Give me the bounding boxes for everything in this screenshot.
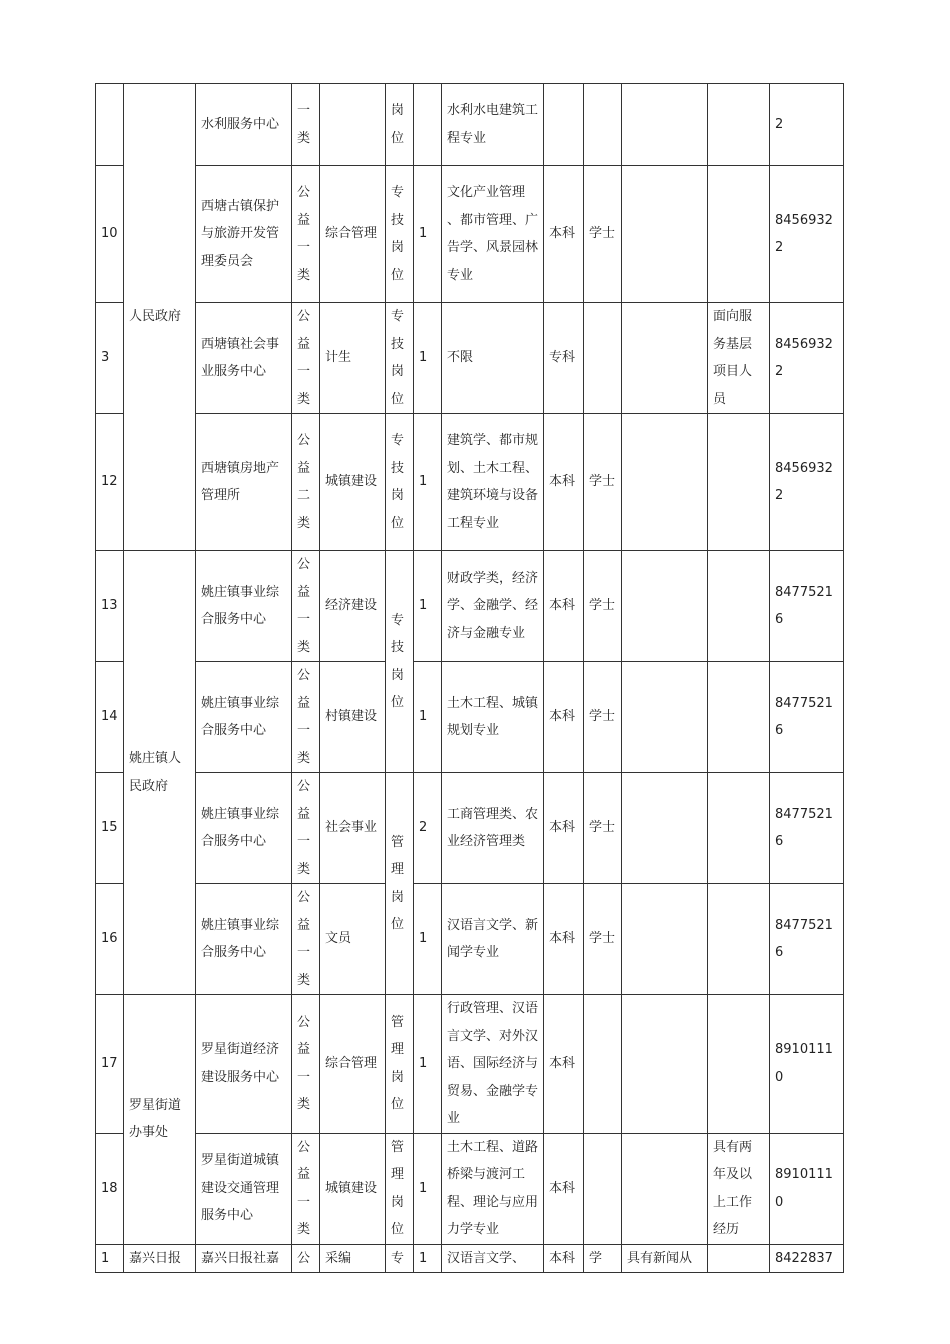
cell-cat: 管理岗位: [386, 1133, 414, 1244]
cell-no: 16: [96, 884, 124, 995]
cell-tel: 8422837: [770, 1244, 844, 1273]
cell-post: 经济建设: [320, 551, 386, 662]
cell-post: [320, 84, 386, 166]
cell-unit: 西塘镇房地产管理所: [196, 414, 292, 551]
cell-major: 行政管理、汉语言文学、对外汉语、国际经济与贸易、金融学专业: [442, 995, 544, 1134]
cell-unit: 罗星街道经济建设服务中心: [196, 995, 292, 1134]
cell-no: 14: [96, 662, 124, 773]
cell-deg: 学: [584, 1244, 622, 1273]
cell-tel: 84775216: [770, 662, 844, 773]
cell-note: [708, 995, 770, 1134]
cell-num: 1: [414, 884, 442, 995]
cell-type: 公: [292, 1244, 320, 1273]
cell-no: 18: [96, 1133, 124, 1244]
cell-post: 综合管理: [320, 166, 386, 303]
cell-note: [708, 1244, 770, 1273]
cell-type: 公益一类: [292, 303, 320, 414]
cell-type: 公益一类: [292, 773, 320, 884]
cell-no: 1: [96, 1244, 124, 1273]
cell-other: [622, 1133, 708, 1244]
cell-unit: 姚庄镇事业综合服务中心: [196, 662, 292, 773]
cell-post: 综合管理: [320, 995, 386, 1134]
cell-tel: 84775216: [770, 551, 844, 662]
cell-other: [622, 551, 708, 662]
cell-type: 公益一类: [292, 995, 320, 1134]
cell-edu: 本科: [544, 884, 584, 995]
cell-other: [622, 884, 708, 995]
cell-edu: 专科: [544, 303, 584, 414]
cell-type: 公益一类: [292, 662, 320, 773]
cell-no: 12: [96, 414, 124, 551]
cell-post: 计生: [320, 303, 386, 414]
cell-num: 1: [414, 1244, 442, 1273]
cell-no: 15: [96, 773, 124, 884]
cell-deg: 学士: [584, 551, 622, 662]
cell-type: 公益一类: [292, 166, 320, 303]
cell-tel: 89101110: [770, 1133, 844, 1244]
cell-dept-jiaxing: 嘉兴日报: [124, 1244, 196, 1273]
recruitment-table: [95, 83, 844, 1273]
cell-type: 公益一类: [292, 551, 320, 662]
cell-num: 1: [414, 1133, 442, 1244]
cell-other: [622, 166, 708, 303]
cell-post: 城镇建设: [320, 414, 386, 551]
cell-type: 公益二类: [292, 414, 320, 551]
cell-other: [622, 995, 708, 1134]
cell-other: [622, 414, 708, 551]
table-row: [96, 1133, 844, 1244]
cell-post: 城镇建设: [320, 1133, 386, 1244]
cell-num: 1: [414, 551, 442, 662]
cell-other: [622, 773, 708, 884]
table-row: [96, 303, 844, 414]
cell-unit: 姚庄镇事业综合服务中心: [196, 773, 292, 884]
cell-post: 社会事业: [320, 773, 386, 884]
cell-num: 1: [414, 166, 442, 303]
cell-cat-merged: 管理岗位: [386, 773, 414, 995]
cell-edu: 本科: [544, 1133, 584, 1244]
cell-note: [708, 884, 770, 995]
cell-unit: 罗星街道城镇建设交通管理服务中心: [196, 1133, 292, 1244]
cell-deg: 学士: [584, 662, 622, 773]
cell-tel: 89101110: [770, 995, 844, 1134]
cell-cat: 专技岗位: [386, 166, 414, 303]
cell-num: 1: [414, 414, 442, 551]
cell-edu: 本科: [544, 414, 584, 551]
cell-no: 13: [96, 551, 124, 662]
cell-post: 采编: [320, 1244, 386, 1273]
table-row: [96, 884, 844, 995]
cell-note: 面向服务基层项目人员: [708, 303, 770, 414]
cell-unit: 西塘镇社会事业服务中心: [196, 303, 292, 414]
cell-cat-merged: 专技岗位: [386, 551, 414, 773]
cell-note: [708, 551, 770, 662]
cell-deg: 学士: [584, 884, 622, 995]
cell-note: 具有两年及以上工作经历: [708, 1133, 770, 1244]
cell-major: 汉语言文学、: [442, 1244, 544, 1273]
cell-deg: [584, 84, 622, 166]
cell-other: [622, 303, 708, 414]
cell-edu: 本科: [544, 995, 584, 1134]
cell-type: 公益一类: [292, 884, 320, 995]
cell-major: 建筑学、都市规划、土木工程、建筑环境与设备工程专业: [442, 414, 544, 551]
cell-unit: 姚庄镇事业综合服务中心: [196, 884, 292, 995]
cell-note: [708, 773, 770, 884]
cell-note: [708, 662, 770, 773]
cell-unit: 西塘古镇保护与旅游开发管理委员会: [196, 166, 292, 303]
cell-note: [708, 414, 770, 551]
cell-num: 1: [414, 303, 442, 414]
cell-num: 1: [414, 995, 442, 1134]
cell-no: 17: [96, 995, 124, 1134]
cell-major: 文化产业管理 、都市管理、广告学、风景园林专业: [442, 166, 544, 303]
cell-num: 2: [414, 773, 442, 884]
cell-major: 不限: [442, 303, 544, 414]
cell-other: [622, 84, 708, 166]
cell-edu: [544, 84, 584, 166]
cell-major: 工商管理类、农业经济管理类: [442, 773, 544, 884]
cell-dept-xitang: 人民政府: [124, 84, 196, 551]
cell-dept-luoxing: 罗星街道办事处: [124, 995, 196, 1245]
cell-unit: 水利服务中心: [196, 84, 292, 166]
cell-major: 土木工程、道路桥梁与渡河工程、理论与应用力学专业: [442, 1133, 544, 1244]
cell-type: 一类: [292, 84, 320, 166]
cell-tel: 84775216: [770, 773, 844, 884]
cell-type: 公益一类: [292, 1133, 320, 1244]
table-row: [96, 995, 844, 1134]
table-row: [96, 1244, 844, 1273]
table-row: [96, 84, 844, 166]
cell-deg: [584, 303, 622, 414]
cell-tel: 84569322: [770, 166, 844, 303]
cell-tel: 84569322: [770, 414, 844, 551]
cell-deg: 学士: [584, 414, 622, 551]
cell-major: 财政学类，经济学、金融学、经济与金融专业: [442, 551, 544, 662]
cell-deg: [584, 995, 622, 1134]
cell-tel: 2: [770, 84, 844, 166]
cell-other: [622, 662, 708, 773]
table-row: [96, 773, 844, 884]
cell-cat: 管理岗位: [386, 995, 414, 1134]
cell-edu: 本科: [544, 662, 584, 773]
cell-note: [708, 166, 770, 303]
cell-num: 1: [414, 662, 442, 773]
table-row: [96, 166, 844, 303]
cell-deg: 学士: [584, 166, 622, 303]
cell-edu: 本科: [544, 773, 584, 884]
table-row: [96, 551, 844, 662]
cell-other: 具有新闻从: [622, 1244, 708, 1273]
cell-major: 汉语言文学、新闻学专业: [442, 884, 544, 995]
cell-post: 文员: [320, 884, 386, 995]
cell-edu: 本科: [544, 551, 584, 662]
cell-cat: 专: [386, 1244, 414, 1273]
cell-edu: 本科: [544, 166, 584, 303]
cell-post: 村镇建设: [320, 662, 386, 773]
cell-tel: 84775216: [770, 884, 844, 995]
cell-deg: 学士: [584, 773, 622, 884]
cell-major: 水利水电建筑工 程专业: [442, 84, 544, 166]
cell-dept-yaozhuang: 姚庄镇人民政府: [124, 551, 196, 995]
cell-cat: 专技岗位: [386, 303, 414, 414]
cell-tel: 84569322: [770, 303, 844, 414]
cell-note: [708, 84, 770, 166]
table-row: [96, 662, 844, 773]
cell-cat: 岗位: [386, 84, 414, 166]
cell-cat: 专技岗位: [386, 414, 414, 551]
cell-deg: [584, 1133, 622, 1244]
cell-no: 3: [96, 303, 124, 414]
table-row: [96, 414, 844, 551]
cell-unit: 嘉兴日报社嘉: [196, 1244, 292, 1273]
cell-no: 10: [96, 166, 124, 303]
cell-unit: 姚庄镇事业综合服务中心: [196, 551, 292, 662]
cell-no: [96, 84, 124, 166]
cell-major: 土木工程、城镇规划专业: [442, 662, 544, 773]
cell-edu: 本科: [544, 1244, 584, 1273]
cell-num: [414, 84, 442, 166]
